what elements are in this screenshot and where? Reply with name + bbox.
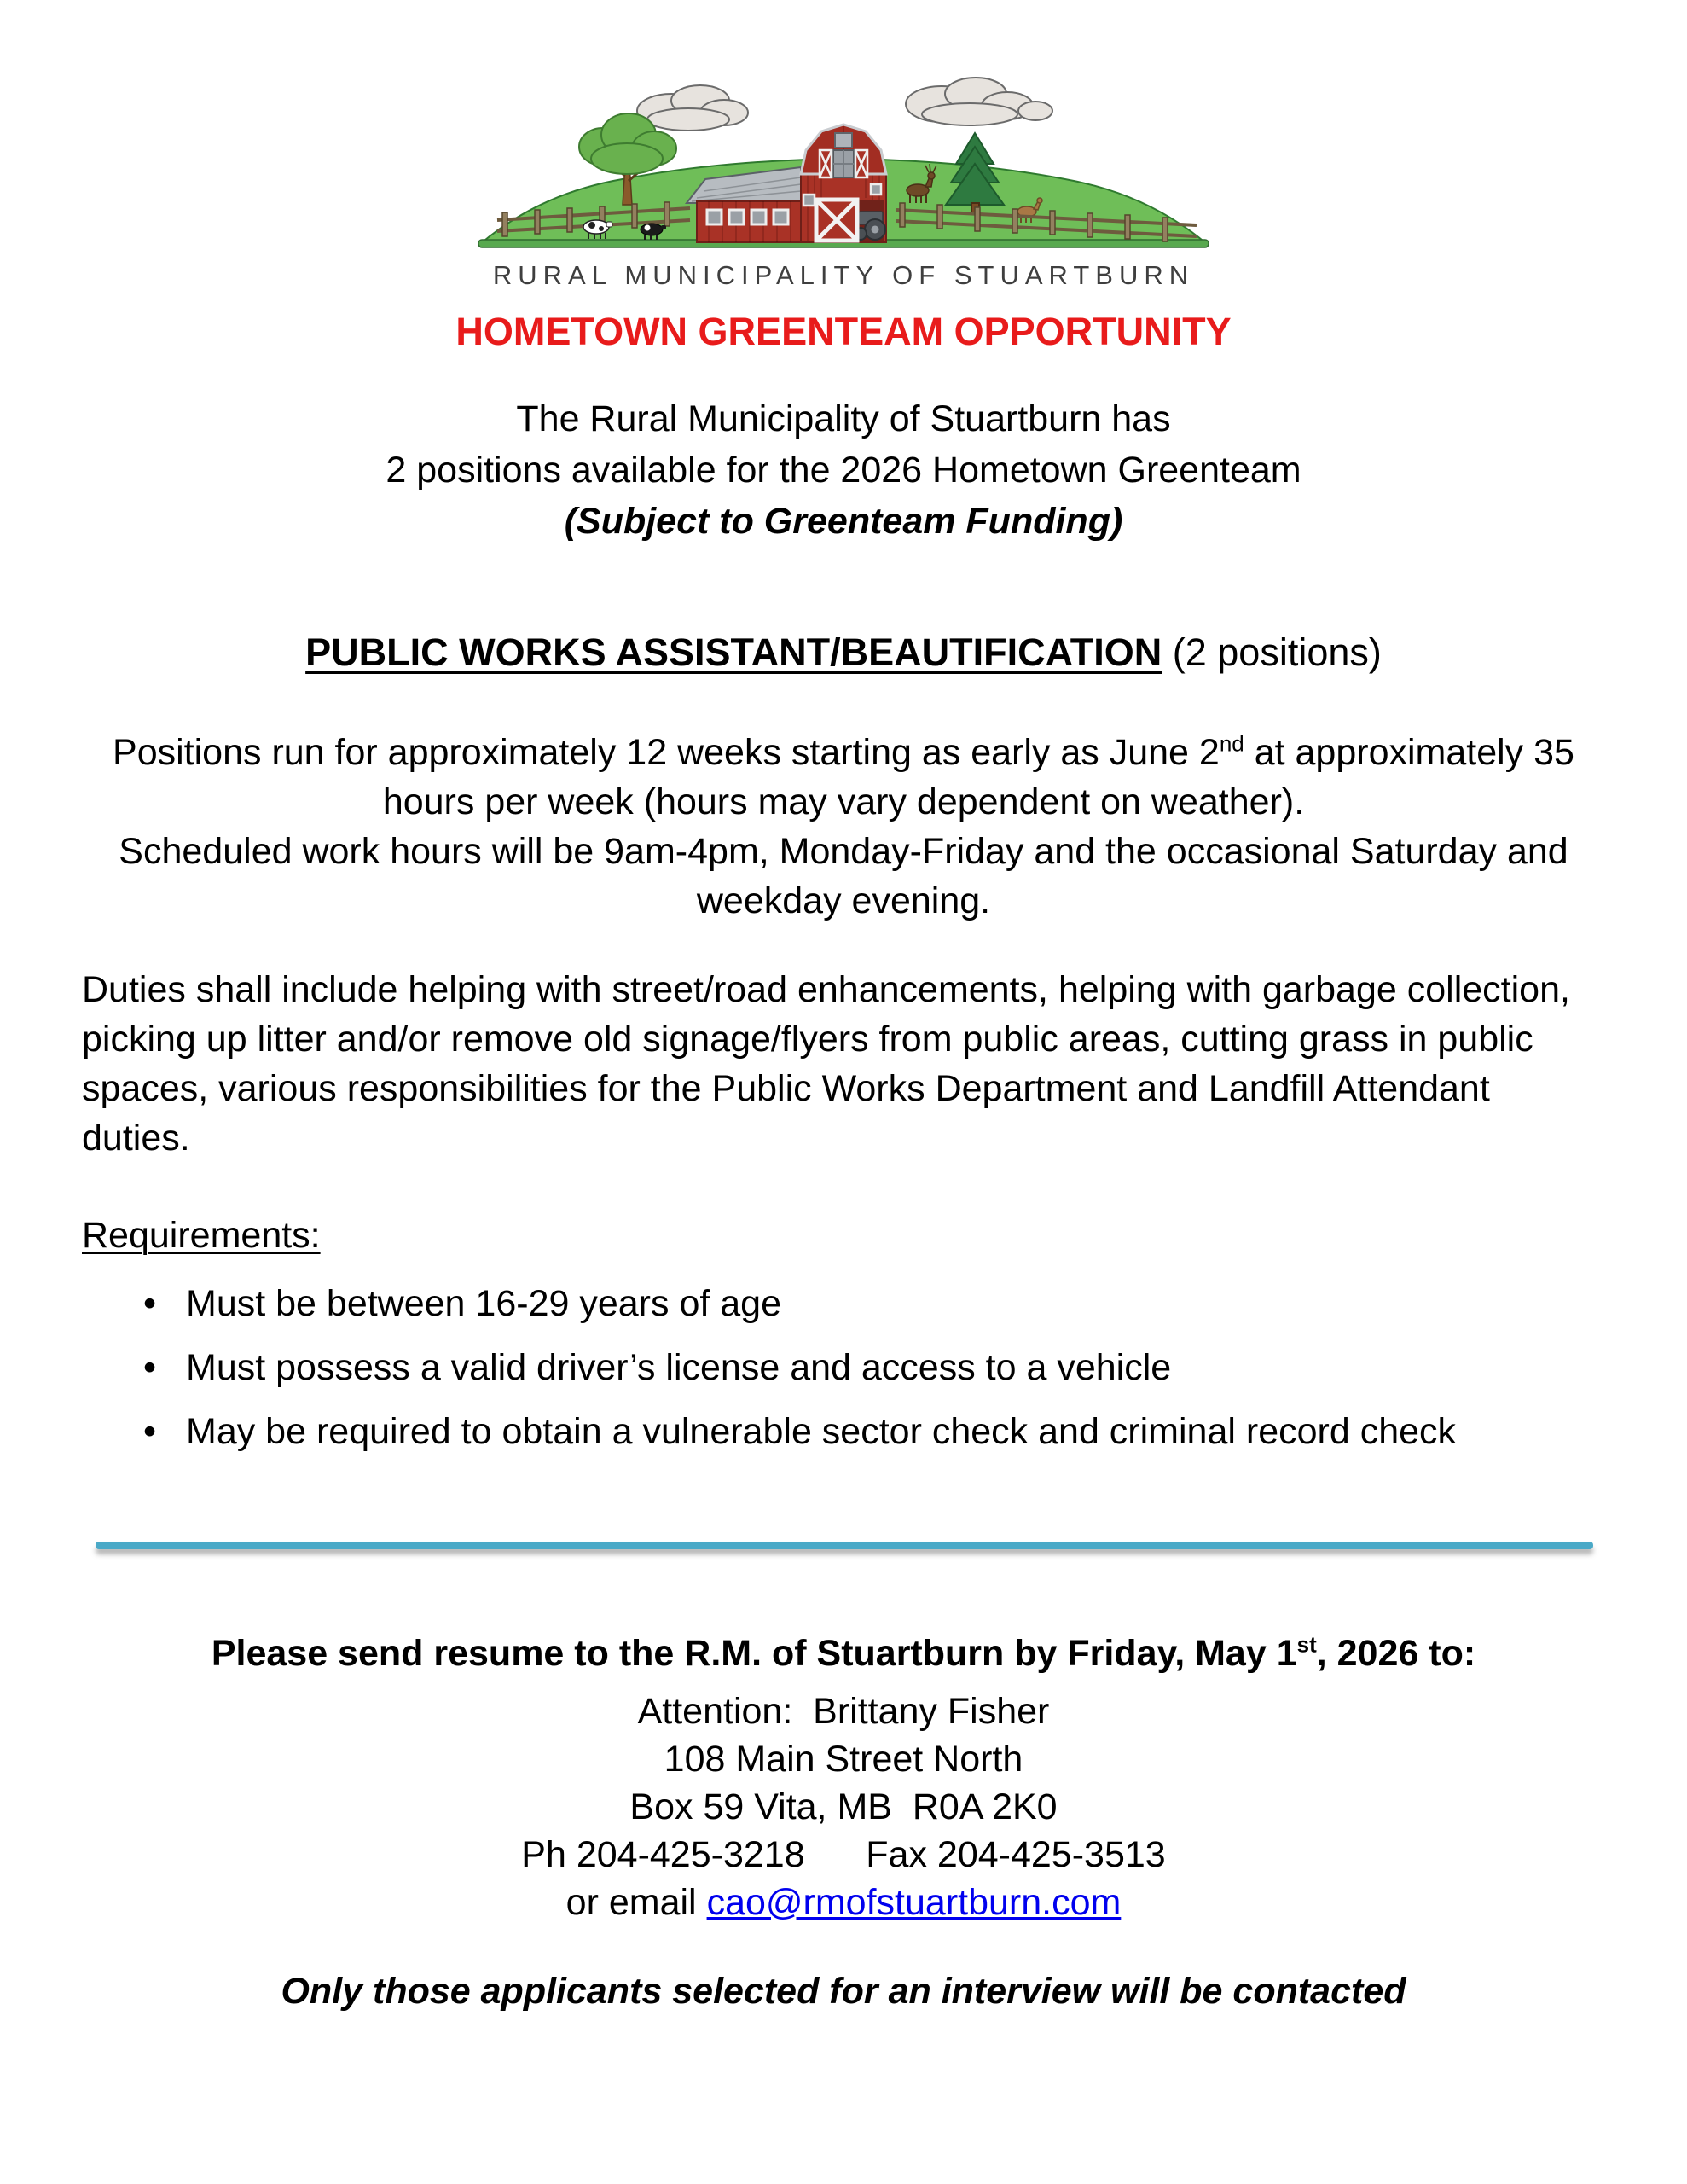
contact-address-box: Box 59 Vita, MB R0A 2K0 — [629, 1786, 1058, 1827]
ordinal-superscript: nd — [1219, 730, 1244, 757]
barn-side-window — [871, 184, 881, 195]
barn-icon — [801, 125, 886, 242]
intro-line-1: The Rural Municipality of Stuartburn has — [516, 398, 1171, 439]
position-heading-title: PUBLIC WORKS ASSISTANT/BEAUTIFICATION — [305, 630, 1162, 674]
send-resume-line: Please send resume to the R.M. of Stuartburn by Friday, May 1st, 2026 to: — [211, 1631, 1476, 1674]
page-title: HOMETOWN GREENTEAM OPPORTUNITY — [455, 310, 1232, 353]
intro-line-2: 2 positions available for the 2026 Hometown Greenteam — [386, 450, 1301, 491]
requirements-block — [82, 1211, 1605, 1456]
section-divider — [96, 1542, 1593, 1549]
duties-paragraph: Duties shall include helping with street/road enhancements, helping with garbage collection, picking up litter and/or remove old signage/flyers from public areas, cutting grass in public spaces, various responsibilities for the Public Works Department and Landfill Attendant duties. — [82, 969, 1570, 1159]
cloud-icon — [637, 85, 748, 131]
barn-side-window — [803, 195, 815, 206]
schedule-sentence-1: Positions run for approximately 12 weeks starting as early as June 2nd at approximately 35 hours per week (hours may vary dependent on weather). — [113, 730, 1574, 822]
contact-email-line: or email cao@rmofstuartburn.com — [565, 1882, 1122, 1923]
loft-window — [820, 150, 867, 177]
requirements-list — [82, 1279, 1605, 1456]
barn-door — [816, 200, 857, 241]
ordinal-superscript: st — [1296, 1631, 1317, 1658]
position-heading — [82, 630, 1605, 675]
footer-note: Only those applicants selected for an interview will be contacted — [281, 1971, 1406, 2012]
contact-block — [82, 1629, 1605, 1926]
logo-block — [82, 56, 1605, 291]
contact-attention: Attention: Brittany Fisher — [637, 1691, 1050, 1732]
requirement-item: • Must possess a valid driver’s license and access to a vehicle — [143, 1343, 1605, 1392]
position-heading-count: (2 positions) — [1162, 630, 1382, 674]
intro-block — [82, 393, 1605, 547]
logo-caption: RURAL MUNICIPALITY OF STUARTBURN — [492, 260, 1195, 290]
duties-block — [82, 965, 1605, 1163]
requirement-item: • Must be between 16-29 years of age — [143, 1279, 1605, 1328]
intro-funding-note: (Subject to Greenteam Funding) — [564, 501, 1123, 542]
email-link[interactable]: cao@rmofstuartburn.com — [706, 1882, 1122, 1923]
contact-address-street: 108 Main Street North — [664, 1739, 1023, 1780]
cloud-icon — [906, 78, 1052, 125]
schedule-block — [82, 728, 1605, 926]
requirements-heading: Requirements: — [82, 1215, 321, 1256]
contact-phone-fax: Ph 204-425-3218 Fax 204-425-3513 — [521, 1834, 1166, 1875]
schedule-sentence-2: Scheduled work hours will be 9am-4pm, Monday-Friday and the occasional Saturday and weekday evening. — [119, 831, 1568, 921]
municipality-logo — [468, 56, 1219, 251]
requirement-item: • May be required to obtain a vulnerable sector check and criminal record check — [143, 1407, 1605, 1456]
barn-vent-window — [835, 133, 852, 148]
